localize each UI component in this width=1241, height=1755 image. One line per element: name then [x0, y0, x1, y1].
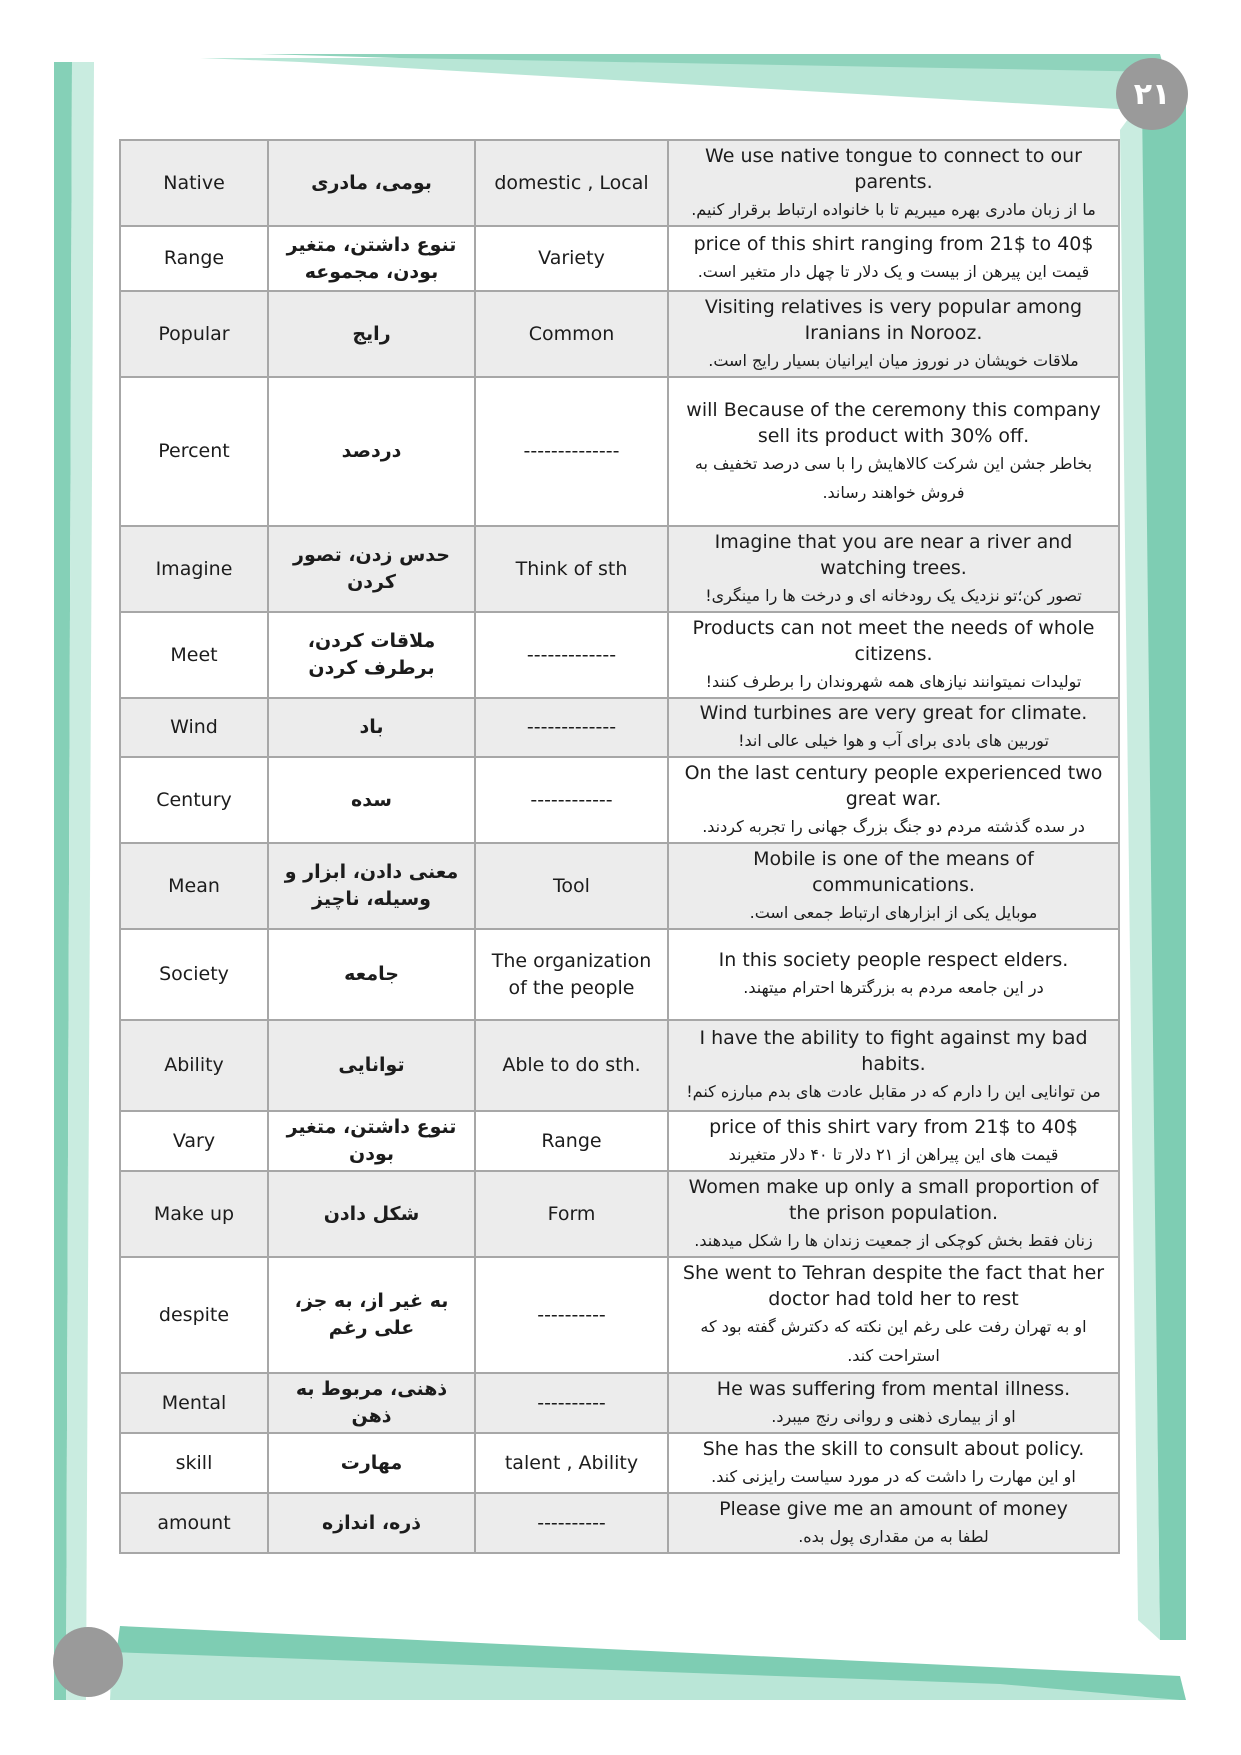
table-row: [120, 526, 1119, 612]
word-cell: Century: [120, 757, 268, 843]
example-en: will Because of the ceremony this company sell its product with 30% off.: [686, 398, 1101, 447]
synonym-cell: Variety: [475, 226, 668, 291]
meaning-cell: به غیر از، به جز، علی رغم: [268, 1257, 475, 1373]
table-row: [120, 140, 1119, 226]
example-fa: تصور کن؛تو نزدیک یک رودخانه ای و درخت ها را مینگری!: [705, 585, 1082, 605]
meaning-cell: تنوع داشتن، متغیر بودن: [268, 1111, 475, 1171]
vocabulary-table-body: [120, 140, 1119, 1553]
synonym-cell: ----------: [475, 1493, 668, 1553]
example-fa: در سده گذشته مردم دو جنگ بزرگ جهانی را تجربه کردند.: [702, 816, 1085, 836]
synonym-cell: Tool: [475, 843, 668, 929]
example-en: Imagine that you are near a river and watching trees.: [714, 530, 1073, 579]
word-cell: Meet: [120, 612, 268, 698]
synonym-cell: domestic , Local: [475, 140, 668, 226]
example-en: Women make up only a small proportion of the prison population.: [688, 1175, 1099, 1224]
example-en: Wind turbines are very great for climate.: [699, 702, 1088, 724]
example-fa: زنان فقط بخش کوچکی از جمعیت زندان ها را شکل میدهند.: [694, 1230, 1093, 1250]
example-fa: او این مهارت را داشت که در مورد سیاست رایزنی کند.: [711, 1466, 1076, 1486]
example-cell: [668, 526, 1119, 612]
example-cell: [668, 612, 1119, 698]
table-row: [120, 377, 1119, 526]
word-cell: Mean: [120, 843, 268, 929]
page-number: ۲۱: [1133, 76, 1171, 112]
meaning-cell: شکل دادن: [268, 1171, 475, 1257]
table-row: [120, 612, 1119, 698]
table-row: [120, 843, 1119, 929]
word-cell: amount: [120, 1493, 268, 1553]
example-en: On the last century people experienced two great war.: [684, 761, 1103, 810]
table-row: [120, 1433, 1119, 1493]
example-en: price of this shirt vary from 21$ to 40$: [709, 1115, 1078, 1138]
synonym-cell: ----------: [475, 1257, 668, 1373]
table-row: [120, 226, 1119, 291]
example-fa: او از بیماری ذهنی و روانی رنج میبرد.: [771, 1406, 1016, 1426]
meaning-cell: سده: [268, 757, 475, 843]
synonym-cell: ----------: [475, 1373, 668, 1433]
example-en: Visiting relatives is very popular among Iranians in Norooz.: [704, 295, 1083, 344]
example-fa: ما از زبان مادری بهره میبریم تا با خانواده ارتباط برقرار کنیم.: [691, 199, 1096, 219]
example-cell: [668, 226, 1119, 291]
example-cell: [668, 291, 1119, 377]
synonym-cell: Form: [475, 1171, 668, 1257]
meaning-cell: ملاقات کردن، برطرف کردن: [268, 612, 475, 698]
example-en: She went to Tehran despite the fact that her doctor had told her to rest: [682, 1262, 1105, 1310]
example-fa: ملاقات خویشان در نوروز میان ایرانیان بسیار رایج است.: [708, 350, 1079, 370]
meaning-cell: تنوع داشتن، متغیر بودن، مجموعه: [268, 226, 475, 291]
synonym-cell: The organization of the people: [475, 929, 668, 1020]
example-fa: بخاطر جشن این شرکت کالاهایش را با سی درصد تخفیف به فروش خواهند رساند.: [694, 453, 1093, 502]
example-cell: [668, 929, 1119, 1020]
page-number-badge: [1116, 58, 1188, 130]
synonym-cell: -------------: [475, 612, 668, 698]
table-row: [120, 1111, 1119, 1171]
synonym-cell: talent , Ability: [475, 1433, 668, 1493]
example-en: He was suffering from mental illness.: [716, 1377, 1071, 1400]
word-cell: Wind: [120, 698, 268, 757]
example-en: She has the skill to consult about policy.: [702, 1437, 1085, 1460]
synonym-cell: Common: [475, 291, 668, 377]
synonym-cell: Able to do sth.: [475, 1020, 668, 1111]
table-row: [120, 1373, 1119, 1433]
word-cell: Popular: [120, 291, 268, 377]
example-en: We use native tongue to connect to our parents.: [705, 144, 1082, 193]
example-fa: من توانایی این را دارم که در مقابل عادت های بدم مبارزه کنم!: [686, 1082, 1101, 1101]
table-row: [120, 1020, 1119, 1111]
table-row: [120, 1171, 1119, 1257]
corner-decoration-circle: [53, 1627, 123, 1697]
table-row: [120, 698, 1119, 757]
meaning-cell: رایج: [268, 291, 475, 377]
word-cell: despite: [120, 1257, 268, 1373]
example-fa: او به تهران رفت علی رغم این نکته که دکترش گفته بود که استراحت کند.: [700, 1317, 1087, 1365]
example-fa: تولیدات نمیتوانند نیازهای همه شهروندان را برطرف کنند!: [705, 671, 1082, 691]
word-cell: Mental: [120, 1373, 268, 1433]
example-cell: [668, 698, 1119, 757]
example-cell: [668, 1171, 1119, 1257]
meaning-cell: معنی دادن، ابزار و وسیله، ناچیز: [268, 843, 475, 929]
example-cell: [668, 377, 1119, 526]
meaning-cell: دردصد: [268, 377, 475, 526]
meaning-cell: ذهنی، مربوط به ذهن: [268, 1373, 475, 1433]
table-row: [120, 1493, 1119, 1553]
meaning-cell: جامعه: [268, 929, 475, 1020]
table-row: [120, 929, 1119, 1020]
meaning-cell: بومی، مادری: [268, 140, 475, 226]
meaning-cell: مهارت: [268, 1433, 475, 1493]
meaning-cell: باد: [268, 698, 475, 757]
example-en: price of this shirt ranging from 21$ to 40$: [693, 233, 1094, 255]
example-fa: قیمت این پیرهن از بیست و یک دلار تا چهل دار متغیر است.: [697, 262, 1090, 281]
synonym-cell: --------------: [475, 377, 668, 526]
example-fa: در این جامعه مردم به بزرگترها احترام میتهند.: [743, 978, 1044, 997]
example-cell: [668, 843, 1119, 929]
synonym-cell: -------------: [475, 698, 668, 757]
synonym-cell: Think of sth: [475, 526, 668, 612]
example-cell: [668, 1493, 1119, 1553]
word-cell: Society: [120, 929, 268, 1020]
meaning-cell: ذره، اندازه: [268, 1493, 475, 1553]
example-en: Please give me an amount of money: [719, 1497, 1068, 1520]
word-cell: Native: [120, 140, 268, 226]
word-cell: Percent: [120, 377, 268, 526]
meaning-cell: حدس زدن، تصور کردن: [268, 526, 475, 612]
synonym-cell: ------------: [475, 757, 668, 843]
example-en: I have the ability to fight against my bad habits.: [699, 1027, 1088, 1075]
example-cell: [668, 1257, 1119, 1373]
example-en: In this society people respect elders.: [718, 949, 1069, 971]
table-row: [120, 1257, 1119, 1373]
synonym-cell: Range: [475, 1111, 668, 1171]
word-cell: Ability: [120, 1020, 268, 1111]
example-fa: لطفا به من مقداری پول بده.: [798, 1526, 989, 1546]
example-cell: [668, 1020, 1119, 1111]
example-en: Mobile is one of the means of communications.: [753, 847, 1034, 896]
example-cell: [668, 1373, 1119, 1433]
example-fa: توربین های بادی برای آب و هوا خیلی عالی اند!: [738, 731, 1049, 750]
word-cell: Vary: [120, 1111, 268, 1171]
word-cell: Range: [120, 226, 268, 291]
example-fa: قیمت های این پیراهن از ۲۱ دلار تا ۴۰ دلار متغیرند: [728, 1144, 1059, 1164]
example-fa: موبایل یکی از ابزارهای ارتباط جمعی است.: [749, 902, 1038, 922]
table-row: [120, 757, 1119, 843]
word-cell: skill: [120, 1433, 268, 1493]
example-cell: [668, 140, 1119, 226]
example-en: Products can not meet the needs of whole citizens.: [692, 616, 1095, 665]
meaning-cell: توانایی: [268, 1020, 475, 1111]
table-row: [120, 291, 1119, 377]
example-cell: [668, 757, 1119, 843]
word-cell: Imagine: [120, 526, 268, 612]
example-cell: [668, 1111, 1119, 1171]
example-cell: [668, 1433, 1119, 1493]
word-cell: Make up: [120, 1171, 268, 1257]
vocabulary-table: [119, 139, 1120, 1554]
